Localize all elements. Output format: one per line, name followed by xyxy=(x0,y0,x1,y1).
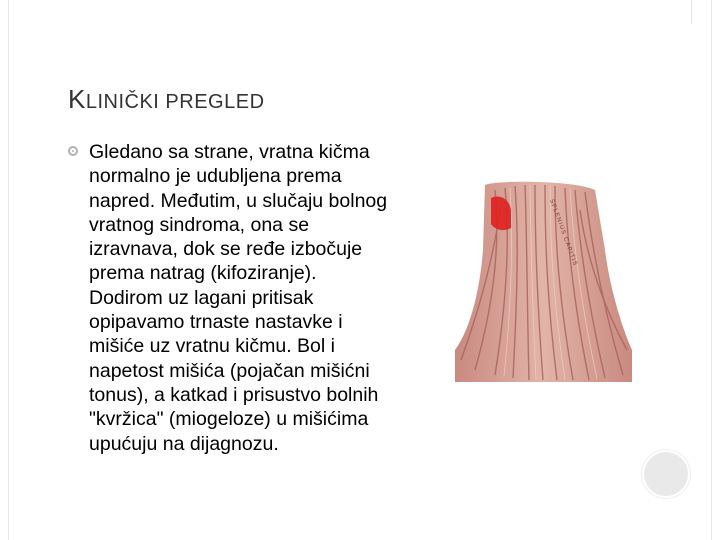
slide-title-rest: LINIČKI PREGLED xyxy=(85,91,265,113)
neck-shape xyxy=(455,182,632,382)
slide-title-initial: K xyxy=(68,84,86,114)
frame-border-right xyxy=(711,0,712,540)
slide-title xyxy=(68,84,265,115)
figure-muscle-label: SPLENIUS CAPITIS xyxy=(548,198,578,268)
frame-border-accent xyxy=(691,0,692,24)
neck-muscle-svg xyxy=(455,180,632,382)
neck-muscle-illustration xyxy=(455,180,632,382)
bullet-text: Gledano sa strane, vratna kičma normalno je udubljena prema napred. Međutim, u slučaju bolnog vratnog sindroma, ona se izravnava, dok se ređe izbočuje prema natrag (kifoziranje). Dodirom uz lagani pritisak opipavamo trnaste nastavke i mišiće uz vratnu kičmu. Bol i napetost mišića (pojačan mišićni tonus), a katkad i prisustvo bolnih "kvržica" (miogeloze) u mišićima upućuju na dijagnozu. xyxy=(89,141,388,455)
frame-border-left xyxy=(8,0,9,540)
bullet-icon xyxy=(68,146,78,156)
decorative-circle xyxy=(642,450,690,498)
